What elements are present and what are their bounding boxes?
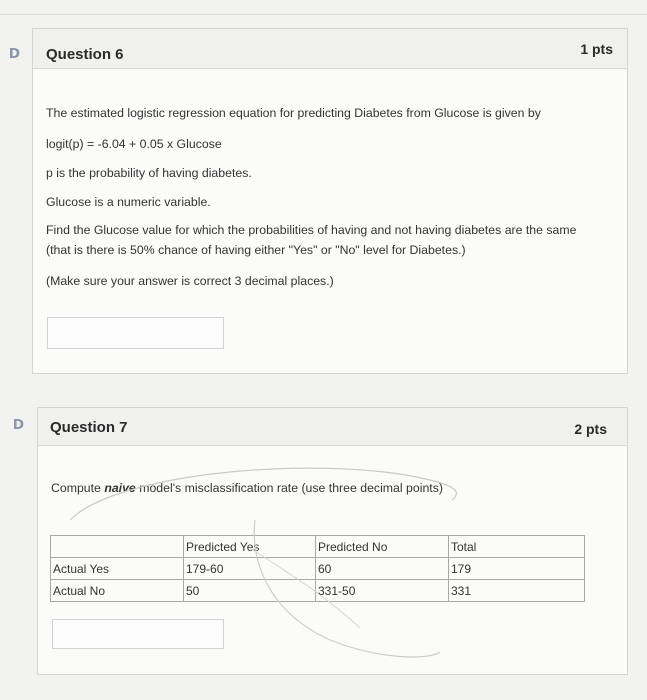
question-7-title: Question 7 (50, 419, 128, 436)
question-6-answer-input[interactable] (47, 317, 224, 349)
question-6-line: Find the Glucose value for which the probabilities of having and not having diabetes are the same (46, 223, 577, 237)
table-header-row (51, 536, 585, 558)
table-cell: Predicted Yes (184, 536, 316, 558)
table-cell: Predicted No (316, 536, 449, 558)
question-6-header (33, 29, 627, 69)
question-6-line: (Make sure your answer is correct 3 decimal places.) (46, 274, 334, 288)
question-7-answer-input[interactable] (52, 619, 224, 649)
question-6-equation: logit(p) = -6.04 + 0.05 x Glucose (46, 137, 222, 151)
question-7-points: 2 pts (574, 421, 607, 437)
table-cell: 331-50 (316, 580, 449, 602)
table-cell: Actual Yes (51, 558, 184, 580)
top-divider (0, 14, 647, 15)
question-6-title: Question 6 (46, 46, 124, 63)
question-6-line: (that is there is 50% chance of having either "Yes" or "No" level for Diabetes.) (46, 243, 466, 257)
table-row (51, 580, 585, 602)
table-row (51, 558, 585, 580)
table-cell: 50 (184, 580, 316, 602)
table-cell: Actual No (51, 580, 184, 602)
table-cell: 331 (449, 580, 585, 602)
table-cell: 179-60 (184, 558, 316, 580)
flag-question-icon[interactable]: D (8, 47, 20, 62)
question-7-prompt: Compute naive model's misclassification rate (use three decimal points) (51, 481, 443, 495)
table-cell (51, 536, 184, 558)
confusion-table (50, 535, 585, 602)
question-6-line: p is the probability of having diabetes. (46, 166, 252, 180)
table-cell: 179 (449, 558, 585, 580)
question-6-line: The estimated logistic regression equation for predicting Diabetes from Glucose is given by (46, 106, 541, 120)
table-cell: 60 (316, 558, 449, 580)
question-7-header (38, 408, 627, 446)
question-6-line: Glucose is a numeric variable. (46, 195, 211, 209)
flag-question-icon[interactable]: D (12, 418, 24, 433)
question-6-points: 1 pts (580, 41, 613, 57)
table-cell: Total (449, 536, 585, 558)
